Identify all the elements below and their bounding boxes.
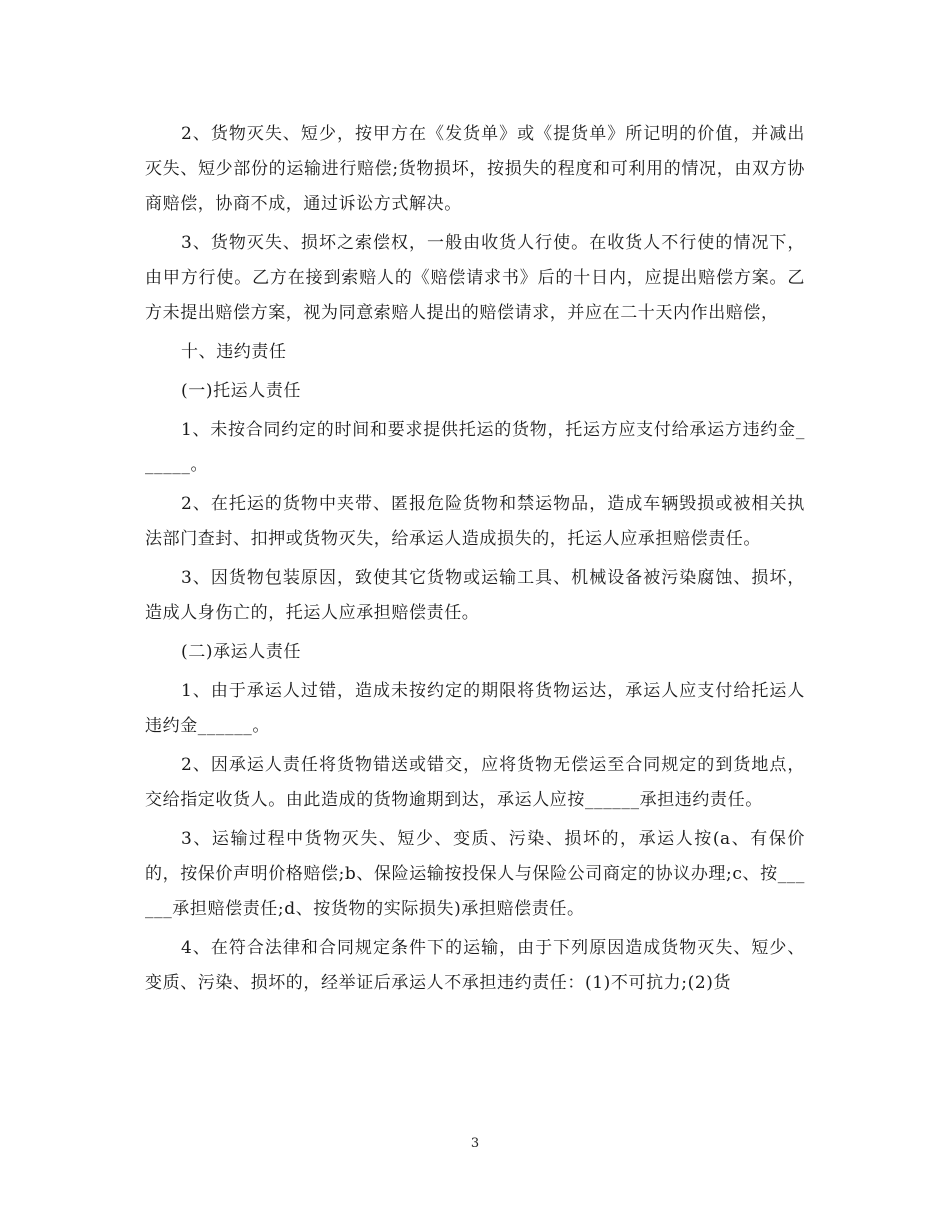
paragraph-shipper-3: 3、因货物包装原因，致使其它货物或运输工具、机械设备被污染腐蚀、损坏，造成人身伤亡的，托运人应承担赔偿责任。	[145, 568, 805, 623]
paragraph-carrier-4: 4、在符合法律和合同规定条件下的运输，由于下列原因造成货物灭失、短少、变质、污染、损坏的，经举证后承运人不承担违约责任：(1)不可抗力;(2)货	[145, 938, 805, 993]
paragraph-carrier-2: 2、因承运人责任将货物错送或错交，应将货物无偿运至合同规定的到货地点，交给指定收货人。由此造成的货物逾期到达，承运人应按______承担违约责任。	[145, 755, 805, 810]
paragraph-shipper-1: 1、未按合同约定的时间和要求提供托运的货物，托运方应支付给承运方违约金______。	[145, 420, 805, 475]
page-number: 3	[470, 1136, 480, 1151]
subsection-heading-shipper: (一)托运人责任	[181, 381, 302, 401]
section-heading-liability: 十、违约责任	[181, 342, 287, 362]
paragraph-carrier-3: 3、运输过程中货物灭失、短少、变质、污染、损坏的，承运人按(a、有保价的，按保价声明价格赔偿;b、保险运输按投保人与保险公司商定的协议办理;c、按______承担赔偿责任;d、按货物的实际损失)承担赔偿责任。	[145, 829, 805, 919]
subsection-heading-carrier: (二)承运人责任	[181, 642, 302, 662]
paragraph-claim-right: 3、货物灭失、损坏之索偿权，一般由收货人行使。在收货人不行使的情况下，由甲方行使。乙方在接到索赔人的《赔偿请求书》后的十日内，应提出赔偿方案。乙方未提出赔偿方案，视为同意索赔人提出的赔偿请求，并应在二十天内作出赔偿，	[145, 233, 805, 323]
paragraph-compensation-loss: 2、货物灭失、短少，按甲方在《发货单》或《提货单》所记明的价值，并减出灭失、短少部份的运输进行赔偿;货物损坏，按损失的程度和可利用的情况，由双方协商赔偿，协商不成，通过诉讼方式解决。	[145, 124, 805, 214]
document-body	[145, 117, 805, 1005]
paragraph-shipper-2: 2、在托运的货物中夹带、匿报危险货物和禁运物品，造成车辆毁损或被相关执法部门查封、扣押或货物灭失，给承运人造成损失的，托运人应承担赔偿责任。	[145, 494, 805, 549]
paragraph-carrier-1: 1、由于承运人过错，造成未按约定的期限将货物运达，承运人应支付给托运人违约金______。	[145, 681, 805, 736]
